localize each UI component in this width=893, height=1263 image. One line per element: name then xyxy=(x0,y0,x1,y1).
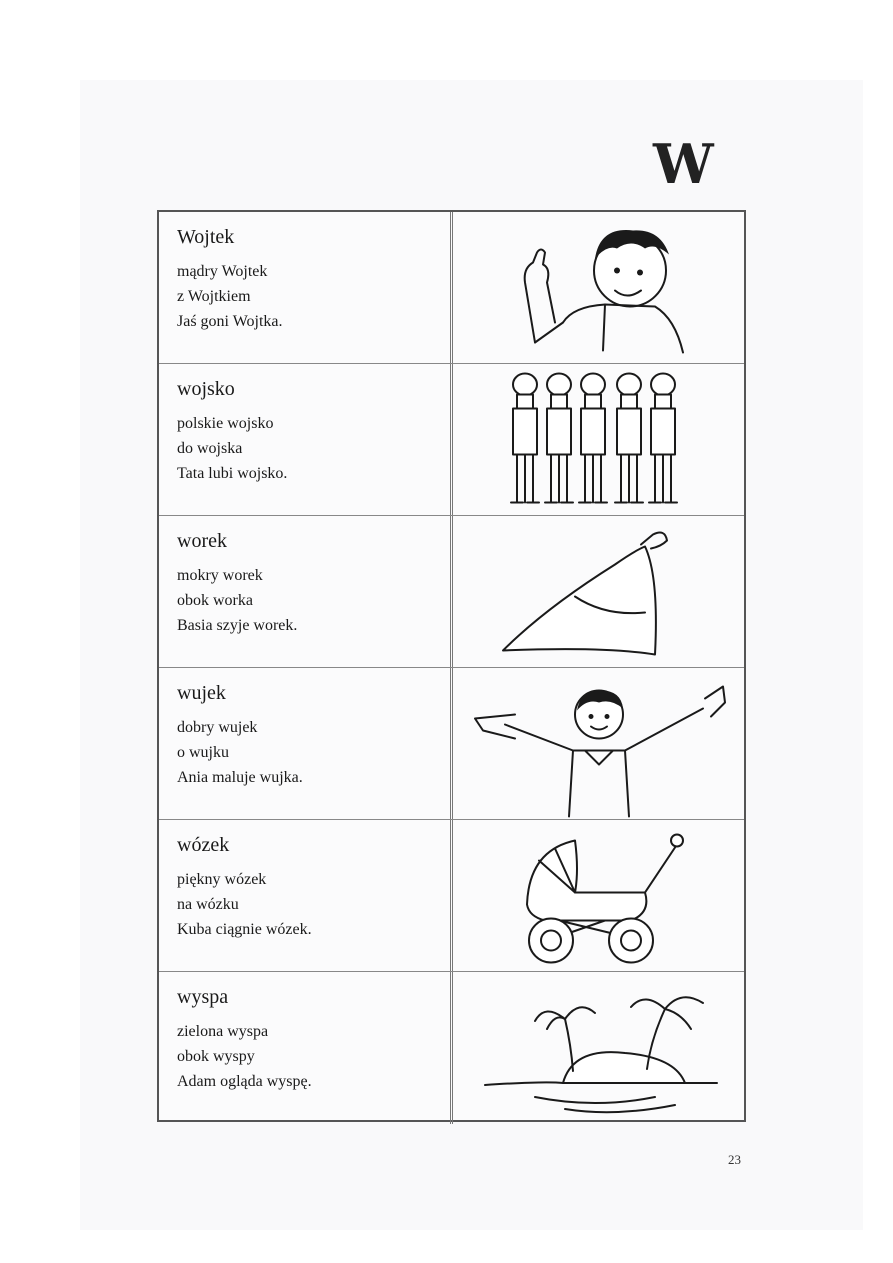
word-table xyxy=(157,210,746,1122)
palm-island-icon xyxy=(455,972,744,1124)
phrase-line: obok wyspy xyxy=(177,1048,255,1065)
table-row xyxy=(159,212,744,364)
table-row xyxy=(159,516,744,668)
phrase-line: do wojska xyxy=(177,440,243,457)
phrase-line: Tata lubi wojsko. xyxy=(177,465,288,482)
word-cell xyxy=(159,668,453,819)
phrase-line: Kuba ciągnie wózek. xyxy=(177,921,312,938)
phrase-line: mokry worek xyxy=(177,567,263,584)
row-word: Wojtek xyxy=(177,226,235,248)
word-cell xyxy=(159,972,453,1124)
phrase-line: o wujku xyxy=(177,744,229,761)
phrase-line: z Wojtkiem xyxy=(177,288,251,305)
uncle-arms-raised-icon xyxy=(455,668,744,819)
row-word: wyspa xyxy=(177,986,229,1008)
phrase-line: obok worka xyxy=(177,592,253,609)
soldiers-icon xyxy=(455,364,744,515)
word-cell xyxy=(159,820,453,971)
table-row xyxy=(159,668,744,820)
phrase-line: na wózku xyxy=(177,896,239,913)
sack-icon xyxy=(455,516,744,667)
phrase-line: dobry wujek xyxy=(177,719,258,736)
table-row xyxy=(159,820,744,972)
phrase-line: Jaś goni Wojtka. xyxy=(177,313,283,330)
word-cell xyxy=(159,516,453,667)
section-letter: W xyxy=(653,132,713,196)
phrase-line: zielona wyspa xyxy=(177,1023,269,1040)
table-row xyxy=(159,364,744,516)
phrase-line: piękny wózek xyxy=(177,871,267,888)
phrase-line: mądry Wojtek xyxy=(177,263,268,280)
phrase-line: polskie wojsko xyxy=(177,415,274,432)
word-cell xyxy=(159,364,453,515)
row-word: wojsko xyxy=(177,378,235,400)
pram-icon xyxy=(455,820,744,971)
phrase-line: Basia szyje worek. xyxy=(177,617,298,634)
row-word: worek xyxy=(177,530,227,552)
row-word: wujek xyxy=(177,682,226,704)
table-row xyxy=(159,972,744,1124)
word-cell xyxy=(159,212,453,363)
row-word: wózek xyxy=(177,834,230,856)
boy-waving-icon xyxy=(455,212,744,363)
page-number: 23 xyxy=(728,1152,741,1167)
phrase-line: Ania maluje wujka. xyxy=(177,769,303,786)
phrase-line: Adam ogląda wyspę. xyxy=(177,1073,312,1090)
